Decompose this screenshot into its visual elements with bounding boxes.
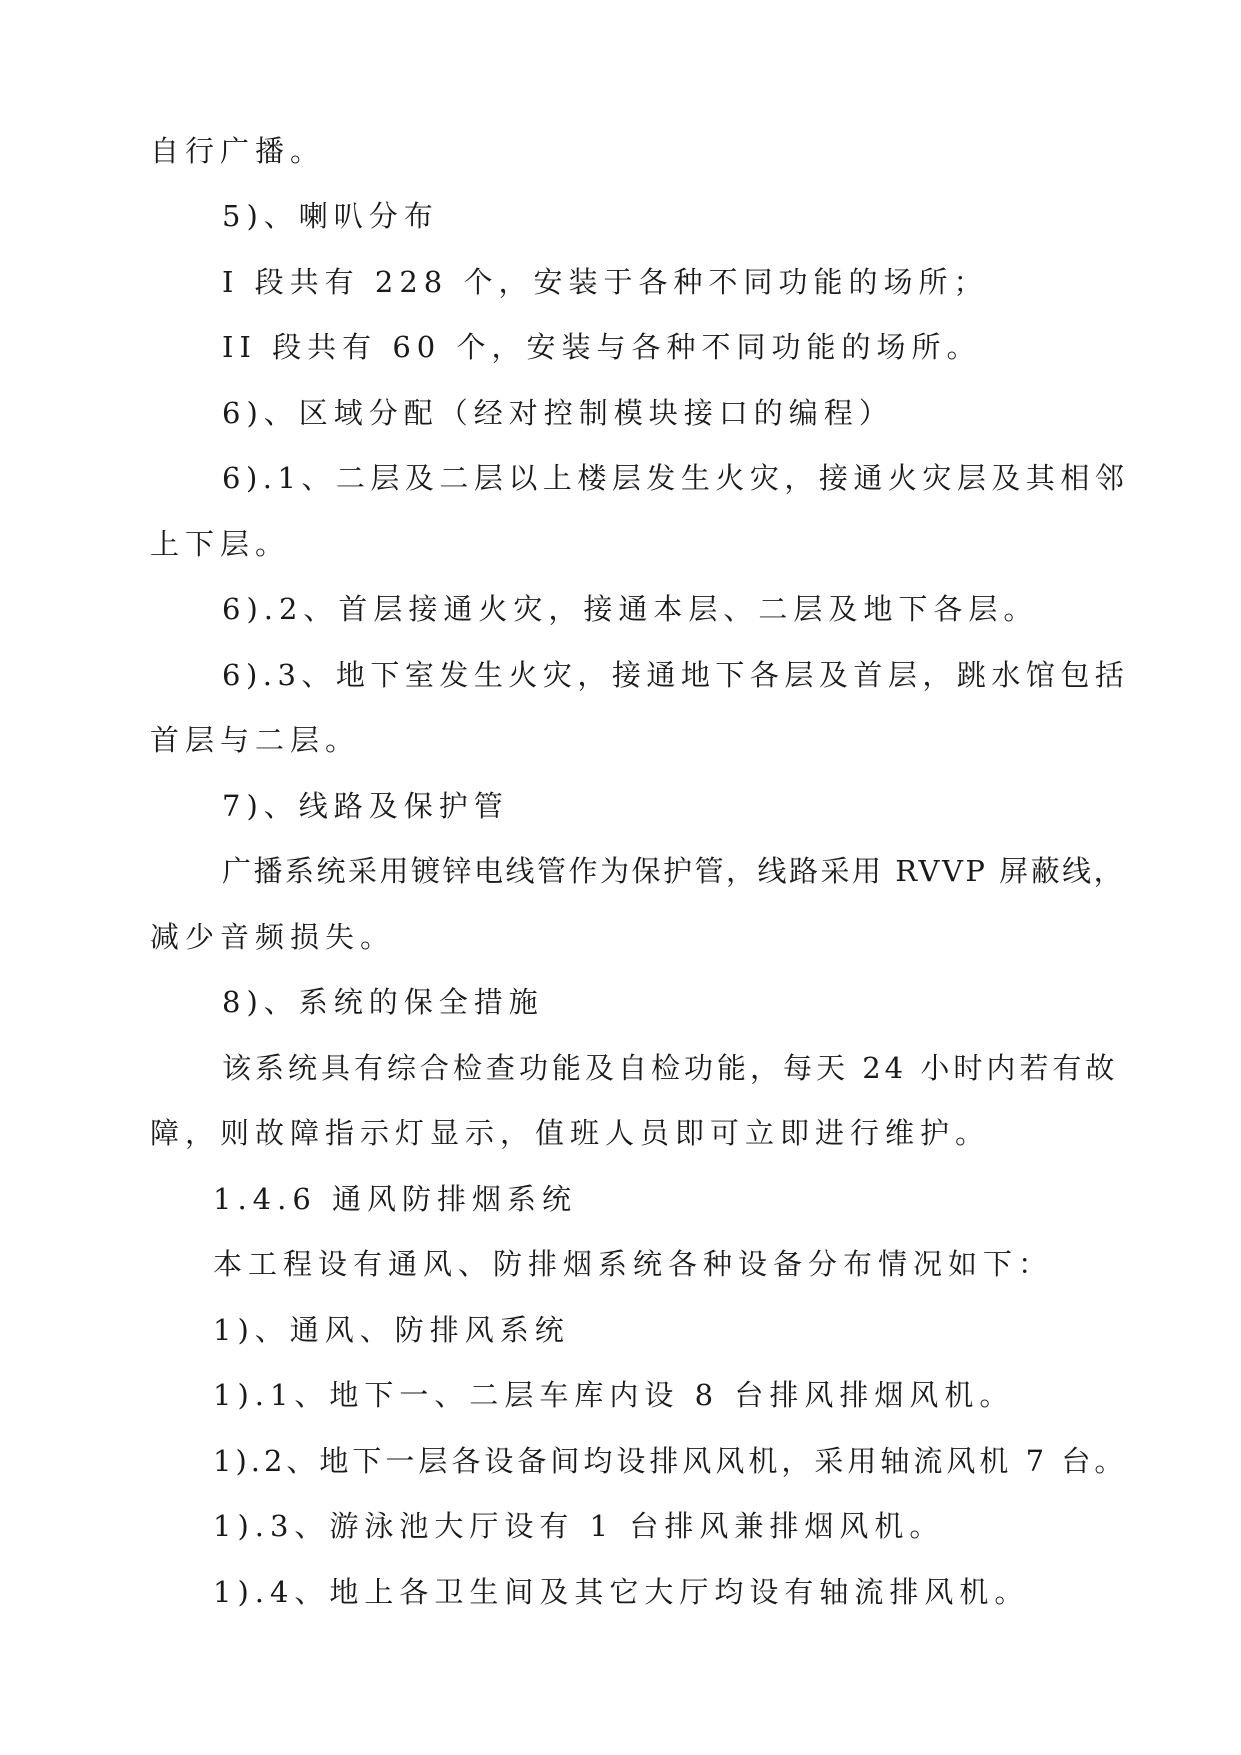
paragraph-line: 首层与二层。 xyxy=(150,723,361,757)
section-heading-zone-allocation: 6)、区域分配（经对控制模块接口的编程） xyxy=(222,396,894,430)
paragraph-line: 上下层。 xyxy=(150,527,291,561)
list-item: 1).3、游泳池大厅设有 1 台排风兼排烟风机。 xyxy=(213,1509,945,1543)
section-heading-wiring: 7)、线路及保护管 xyxy=(222,789,509,823)
paragraph-line: 广播系统采用镀锌电线管作为保护管，线路采用 RVVP 屏蔽线， xyxy=(222,854,1126,888)
section-heading-ventilation: 1.4.6 通风防排烟系统 xyxy=(213,1182,578,1216)
paragraph-line: 减少音频损失。 xyxy=(150,920,396,954)
section-heading-exhaust-system: 1)、通风、防排风系统 xyxy=(213,1313,570,1347)
paragraph-line: II 段共有 60 个，安装与各种不同功能的场所。 xyxy=(222,330,982,364)
section-heading-speaker-distribution: 5)、喇叭分布 xyxy=(222,199,439,233)
paragraph-line: 6).2、首层接通火灾，接通本层、二层及地下各层。 xyxy=(222,592,1039,626)
section-heading-safety-measures: 8)、系统的保全措施 xyxy=(222,985,544,1019)
list-item: 1).1、地下一、二层车库内设 8 台排风排烟风机。 xyxy=(213,1378,1015,1412)
paragraph-line: 本工程设有通风、防排烟系统各种设备分布情况如下： xyxy=(213,1247,1054,1281)
paragraph-line: 6).3、地下室发生火灾，接通地下各层及首层，跳水馆包括 xyxy=(222,658,1130,692)
paragraph-line: 自行广播。 xyxy=(150,134,326,168)
paragraph-line: 该系统具有综合检查功能及自检功能，每天 24 小时内若有故 xyxy=(222,1051,1119,1085)
paragraph-line: 障，则故障指示灯显示，值班人员即可立即进行维护。 xyxy=(150,1116,991,1150)
paragraph-line: I 段共有 228 个，安装于各种不同功能的场所； xyxy=(222,265,989,299)
paragraph-line: 6).1、二层及二层以上楼层发生火灾，接通火灾层及其相邻 xyxy=(222,461,1130,495)
list-item: 1).4、地上各卫生间及其它大厅均设有轴流排风机。 xyxy=(213,1575,1030,1609)
list-item: 1).2、地下一层各设备间均设排风风机，采用轴流风机 7 台。 xyxy=(213,1444,1128,1478)
